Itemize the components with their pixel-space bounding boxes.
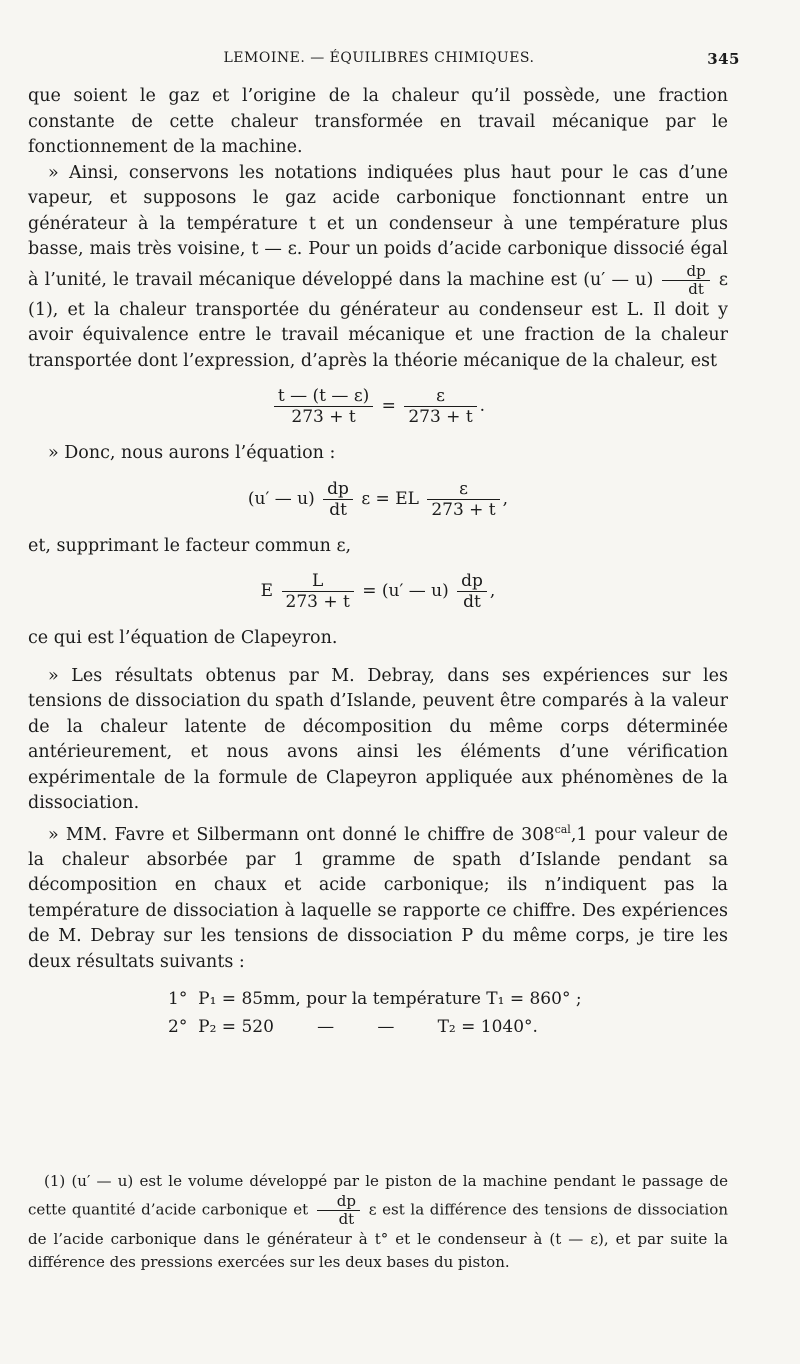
equation-1: $\frac{t — (t — \varepsilon)}{273 + t}$ = $\frac{\varepsilon}{273 + t}$ . [28,386,728,427]
fraction-denominator: 273 + t [431,499,496,520]
equation-3-left-fraction [282,571,354,612]
fraction-numerator: dp [317,1193,360,1211]
equation-2-middle: ε = EL [361,488,419,509]
paragraph-2-part-b: ε (1), et la chaleur transportée du générateur au condenseur est L. Il doit y avoir équivalence entre le travail mécanique et une fraction de la chaleur transportée dont l’expression, d’après la théorie mécanique de la chaleur, est [28,269,728,371]
result-text: P₂ = 520 — — T₂ = 1040°. [198,1016,538,1037]
paragraph-7-part-b: ,1 pour valeur de la chaleur absorbée par 1 gramme de spath d’Islande pendant sa décomposition en chaux et acide carbonique; ils n’indiquent pas la température de dissociation à laquelle se rapporte ce chiffre. Des expériences de M. Debray sur les tensions de dissociation P du même corps, je tire les deux résultats suivants : [28,824,729,972]
footnote [28,1170,728,1274]
fraction-denominator: dt [338,1210,355,1228]
equation-2-right-fraction [427,479,499,520]
equation-3-middle: = (u′ — u) [362,581,449,601]
result-label: 2° [168,1016,188,1037]
running-title: LEMOINE. — ÉQUILIBRES CHIMIQUES. [223,50,535,66]
result-line-2 [28,1015,728,1041]
equation-3-dp-dt [457,571,487,612]
fraction-numerator: ε [404,386,476,407]
equation-1-right-fraction [404,386,476,427]
fraction-denominator: dt [463,592,481,612]
paragraph-2 [28,161,728,375]
result-label: 1° [168,989,188,1010]
running-header [28,50,740,72]
fraction-numerator: t — (t — ε) [274,386,373,407]
result-line-1 [28,987,728,1013]
fraction-denominator: 273 + t [408,407,473,427]
main-text [28,84,728,1042]
fraction-denominator: dt [329,499,347,520]
fraction-denominator: dt [688,279,704,298]
fraction-denominator: 273 + t [291,407,356,427]
equation-2-dp-dt [323,479,353,520]
equation-3-prefix: E [260,581,274,601]
paragraph-6: » Les résultats obtenus par M. Debray, dans ses expériences sur les tensions de dissociation du spath d’Islande, peuvent être comparés à la valeur de la chaleur latente de décomposition du même corps déterminée antérieurement, et nous avons ainsi les éléments d’une vérification expérimentale de la formule de Clapeyron appliquée aux phénomènes de la dissociation. [28,665,728,813]
footnote-dp-dt [317,1193,360,1228]
equation-2: (u′ — u) $\frac{dp}{dt}$ ε = EL $\frac{\varepsilon}{273 + t}$ , [247,478,509,520]
dp-dt-fraction [662,263,709,298]
paragraph-1: que soient le gaz et l’origine de la chaleur qu’il possède, une fraction constante de cette chaleur transformée en travail mécanique par le fonctionnement de la machine. [28,86,728,157]
footnote-part-b: ε est la différence des tensions de dissociation de l’acide carbonique dans le générateur à t° et le condenseur à (t — ε), et par suite la différence des pressions exercées sur les deux bases du piston. [28,1200,728,1271]
footnote-part-a: (1) (u′ — u) est le volume développé par le piston de la machine pendant le passage de cette quantité d’acide carbonique et [28,1172,728,1219]
paragraph-5: ce qui est l’équation de Clapeyron. [28,628,338,648]
footnote-paragraph [28,1170,728,1274]
results-list [28,987,728,1040]
result-text: P₁ = 85mm, pour la température T₁ = 860° ; [198,989,582,1010]
fraction-numerator: L [282,571,354,592]
paragraph-7 [28,817,728,976]
paragraph-4: et, supprimant le facteur commun ε, [28,535,352,556]
fraction-numerator: dp [662,263,709,281]
paragraph-2-part-a: » Ainsi, conservons les notations indiquées plus haut pour le cas d’une vapeur, et supposons le gaz acide carbonique fonctionnant entre un générateur à la température t et un condenseur à une température plus basse, mais très voisine, t — ε. Pour un poids d’acide carbonique dissocié égal à l’unité, le travail mécanique développé dans la machine est (u′ — u) [28,162,728,290]
calorie-superscript: cal [554,822,571,836]
fraction-numerator: ε [427,479,499,500]
page-number: 345 [707,50,740,68]
paragraph-7-part-a: » MM. Favre et Silbermann ont donné le chiffre de 308 [48,824,555,845]
equation-3: E $\frac{L}{273 + t}$ = (u′ — u) $\frac{dp}{dt}$ , [260,571,496,612]
fraction-numerator: dp [323,479,353,500]
fraction-numerator: dp [457,571,487,592]
paragraph-3: » Donc, nous aurons l’équation : [48,443,336,463]
equation-2-prefix: (u′ — u) [247,488,315,509]
equation-1-left-fraction [274,386,373,427]
fraction-denominator: 273 + t [285,592,350,612]
